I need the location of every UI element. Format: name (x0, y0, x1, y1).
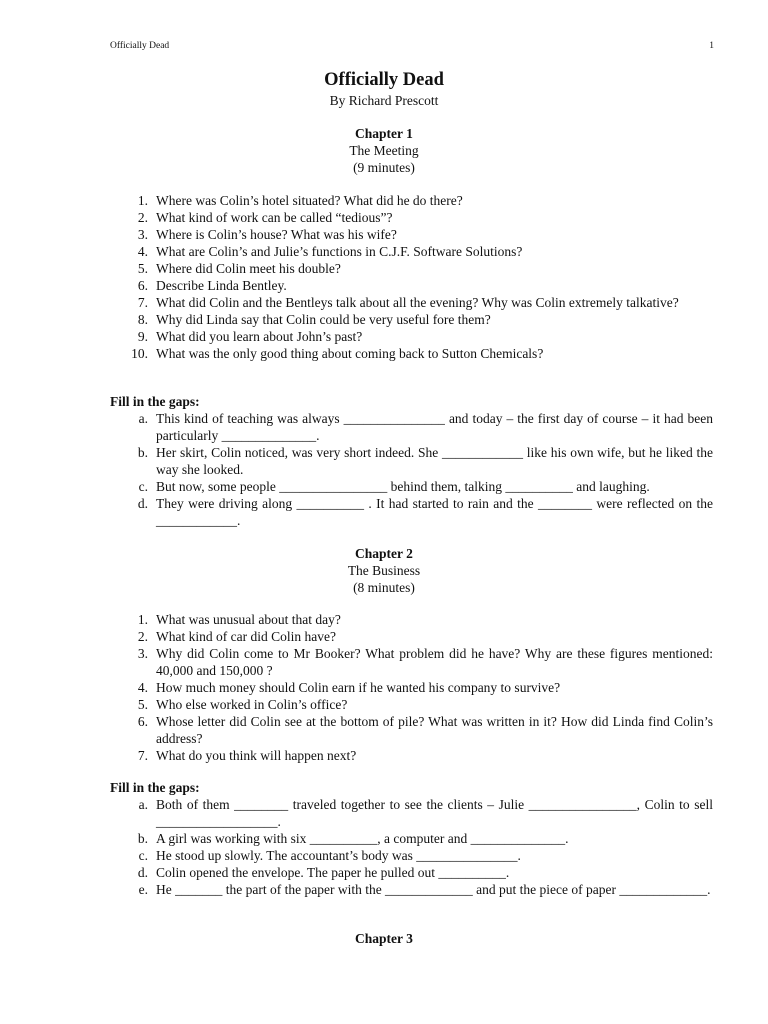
list-item: 1. Where was Colin’s hotel situated? What did he do there? (137, 193, 463, 208)
fill-gaps-heading: Fill in the gaps: (110, 780, 200, 795)
list-item: c. But now, some people ________________ behind them, talking __________ and laughing. (138, 479, 650, 494)
document-author: By Richard Prescott (329, 93, 439, 108)
list-item: b. Her skirt, Colin noticed, was very short indeed. She ____________ like his own wife, but he liked the way she looked. (137, 445, 713, 477)
list-item: 1. What was unusual about that day? (137, 612, 341, 627)
chapter-1-gaps (110, 410, 713, 529)
chapter-title: Chapter 3 (355, 931, 413, 946)
list-item: c. He stood up slowly. The accountant’s body was _______________. (138, 848, 521, 863)
chapter-duration: (9 minutes) (353, 160, 415, 175)
fill-gaps-heading: Fill in the gaps: (110, 394, 200, 409)
running-header (110, 41, 714, 51)
list-item: 5. Who else worked in Colin’s office? (137, 697, 348, 712)
list-item: 9. What did you learn about John’s past? (137, 329, 363, 344)
list-item: d. Colin opened the envelope. The paper he pulled out __________. (137, 865, 510, 880)
chapter-2-gaps (110, 796, 713, 898)
page-number: 1 (709, 41, 714, 51)
list-item: 4. How much money should Colin earn if he wanted his company to survive? (137, 680, 561, 695)
list-item: 3. Where is Colin’s house? What was his wife? (137, 227, 397, 242)
list-item: 2. What kind of work can be called “tedious”? (137, 210, 393, 225)
list-item: 7. What did Colin and the Bentleys talk about all the evening? Why was Colin extremely talkative? (137, 295, 679, 310)
list-item: 2. What kind of car did Colin have? (137, 629, 336, 644)
list-item: 8. Why did Linda say that Colin could be very useful fore them? (137, 312, 491, 327)
chapter-duration: (8 minutes) (353, 580, 415, 595)
header-title: Officially Dead (110, 41, 170, 51)
list-item: 4. What are Colin’s and Julie’s functions in C.J.F. Software Solutions? (137, 244, 523, 259)
list-item: 6. Describe Linda Bentley. (137, 278, 287, 293)
list-item: a. This kind of teaching was always _______________ and today – the first day of course – it had been particularly ______________. (138, 411, 713, 443)
list-item: 3. Why did Colin come to Mr Booker? What problem did he have? Why are these figures mentioned: 40,000 and 150,000 ? (137, 646, 713, 678)
list-item: 10. What was the only good thing about coming back to Sutton Chemicals? (131, 346, 544, 361)
chapter-1-questions (110, 192, 713, 362)
list-item: e. He _______ the part of the paper with the _____________ and put the piece of paper _____________. (138, 882, 711, 897)
list-item: d. They were driving along __________ . It had started to rain and the ________ were reflected on the ____________. (137, 496, 713, 528)
list-item: 5. Where did Colin meet his double? (137, 261, 341, 276)
list-item: 6. Whose letter did Colin see at the bottom of pile? What was written in it? How did Linda find Colin’s address? (137, 714, 713, 746)
document-title: Officially Dead (324, 70, 444, 90)
chapter-2-heading (0, 545, 768, 596)
chapter-title: Chapter 2 (355, 546, 413, 561)
chapter-3-heading (0, 930, 768, 947)
chapter-subtitle: The Meeting (349, 143, 419, 158)
list-item: 7. What do you think will happen next? (137, 748, 357, 763)
list-item: b. A girl was working with six __________, a computer and ______________. (137, 831, 569, 846)
chapter-subtitle: The Business (347, 563, 421, 578)
chapter-1-heading (0, 125, 768, 176)
list-item: a. Both of them ________ traveled together to see the clients – Julie ________________, Colin to sell __________________. (138, 797, 713, 829)
chapter-2-questions (110, 611, 713, 764)
chapter-title: Chapter 1 (355, 126, 413, 141)
